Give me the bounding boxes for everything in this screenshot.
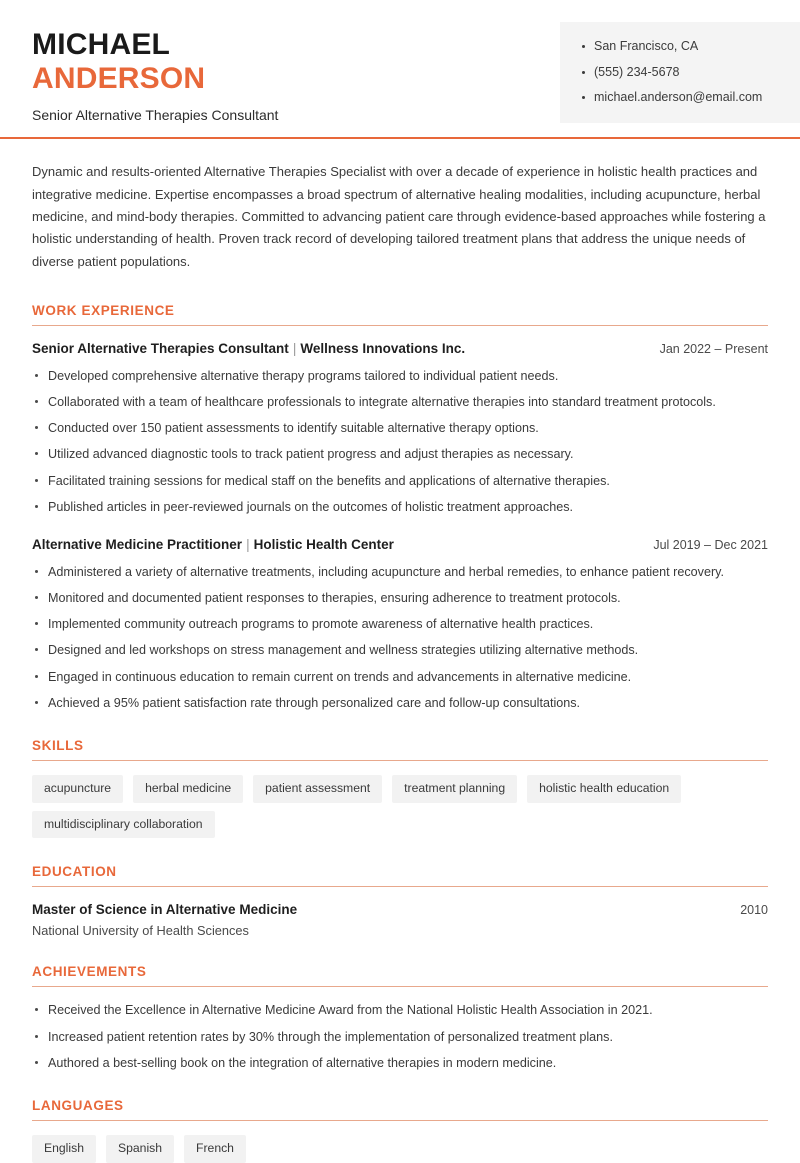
bullet-item: Increased patient retention rates by 30% through the implementation of personalized treatment plans. bbox=[32, 1028, 768, 1046]
skill-chip: acupuncture bbox=[32, 775, 123, 802]
section-title-skills: SKILLS bbox=[32, 738, 84, 754]
education-year: 2010 bbox=[740, 902, 768, 917]
name-first-line bbox=[32, 28, 278, 62]
header-divider bbox=[0, 137, 800, 139]
work-entry-title bbox=[32, 340, 465, 358]
section-divider bbox=[32, 325, 768, 326]
contact-phone-text: (555) 234-5678 bbox=[594, 64, 680, 79]
languages-chip-list bbox=[32, 1135, 768, 1162]
language-chip: French bbox=[184, 1135, 246, 1162]
work-entry-role: Alternative Medicine Practitioner bbox=[32, 537, 243, 553]
identity-block bbox=[32, 22, 278, 123]
resume-body bbox=[0, 161, 800, 1162]
bullet-item: Implemented community outreach programs to promote awareness of alternative health practices. bbox=[32, 615, 768, 633]
section-skills bbox=[32, 738, 768, 838]
work-entry-bullets bbox=[32, 563, 768, 713]
contact-location-text: San Francisco, CA bbox=[594, 39, 699, 53]
work-entry-date: Jul 2019 – Dec 2021 bbox=[653, 538, 768, 553]
work-entry-title bbox=[32, 536, 394, 554]
bullet-item: Facilitated training sessions for medical staff on the benefits and applications of alternative therapies. bbox=[32, 472, 768, 490]
section-divider bbox=[32, 886, 768, 887]
bullet-item: Engaged in continuous education to remain current on trends and advancements in alternative medicine. bbox=[32, 668, 768, 686]
contact-phone[interactable] bbox=[582, 60, 790, 86]
section-divider bbox=[32, 760, 768, 761]
language-chip: English bbox=[32, 1135, 96, 1162]
language-chip: Spanish bbox=[106, 1135, 174, 1162]
bullet-item: Authored a best-selling book on the integration of alternative therapies in modern medicine. bbox=[32, 1054, 768, 1072]
work-entry-company: Holistic Health Center bbox=[253, 537, 394, 553]
education-entry bbox=[32, 901, 768, 939]
bullet-item: Received the Excellence in Alternative Medicine Award from the National Holistic Health Association in 2021. bbox=[32, 1001, 768, 1019]
section-title-achievements: ACHIEVEMENTS bbox=[32, 964, 147, 980]
section-divider bbox=[32, 1120, 768, 1121]
work-entry-role: Senior Alternative Therapies Consultant bbox=[32, 340, 289, 356]
bullet-item: Conducted over 150 patient assessments to identify suitable alternative therapy options. bbox=[32, 419, 768, 437]
skills-chip-list bbox=[32, 775, 768, 838]
section-achievements bbox=[32, 964, 768, 1072]
bullet-item: Administered a variety of alternative treatments, including acupuncture and herbal remedies, to enhance patient recovery. bbox=[32, 563, 768, 581]
name-second-line bbox=[32, 62, 278, 96]
contact-location bbox=[582, 34, 790, 60]
first-name: MICHAEL bbox=[32, 28, 171, 61]
resume-header bbox=[0, 0, 800, 137]
skill-chip: herbal medicine bbox=[133, 775, 243, 802]
bullet-item: Published articles in peer-reviewed journals on the outcomes of holistic treatment approaches. bbox=[32, 498, 768, 516]
bullet-item: Achieved a 95% patient satisfaction rate through personalized care and follow-up consultations. bbox=[32, 694, 768, 712]
work-entry-separator: | bbox=[292, 340, 297, 356]
work-entry-date: Jan 2022 – Present bbox=[659, 341, 768, 356]
section-title-education: EDUCATION bbox=[32, 863, 117, 879]
education-institution: National University of Health Sciences bbox=[32, 923, 249, 939]
work-entry-bullets bbox=[32, 367, 768, 517]
skill-chip: holistic health education bbox=[527, 775, 681, 802]
section-title-languages: LANGUAGES bbox=[32, 1098, 124, 1114]
skill-chip: treatment planning bbox=[392, 775, 517, 802]
contact-email[interactable] bbox=[582, 85, 790, 111]
bullet-item: Designed and led workshops on stress management and wellness strategies utilizing alternative methods. bbox=[32, 641, 768, 659]
section-divider bbox=[32, 986, 768, 987]
contact-info-box bbox=[560, 22, 800, 123]
professional-headline: Senior Alternative Therapies Consultant bbox=[32, 107, 279, 124]
bullet-item: Monitored and documented patient responses to therapies, ensuring adherence to treatment protocols. bbox=[32, 589, 768, 607]
section-education bbox=[32, 864, 768, 939]
work-entry-separator: | bbox=[246, 537, 250, 553]
bullet-item: Collaborated with a team of healthcare professionals to integrate alternative therapies into standard treatment protocols. bbox=[32, 393, 768, 411]
section-work-experience bbox=[32, 303, 768, 712]
section-title-work-experience: WORK EXPERIENCE bbox=[32, 302, 175, 318]
contact-email-text: michael.anderson@email.com bbox=[594, 90, 763, 105]
work-entry bbox=[32, 536, 768, 712]
work-entry-company: Wellness Innovations Inc. bbox=[300, 340, 466, 356]
professional-summary: Dynamic and results-oriented Alternative Therapies Specialist with over a decade of experience in holistic health practices and integrative medicine. Expertise encompasses a broad spectrum of alternative healing modalities, including acupuncture, herbal medicine, and mind-body therapies. Committed to advancing patient care through evidence-based approaches while fostering a holistic understanding of health. Proven track record of developing tailored treatment plans that address the unique needs of diverse patient populations. bbox=[32, 164, 766, 269]
bullet-item: Utilized advanced diagnostic tools to track patient progress and adjust therapies as necessary. bbox=[32, 445, 768, 463]
work-entry bbox=[32, 340, 768, 516]
achievements-list bbox=[32, 1001, 768, 1072]
bullet-item: Developed comprehensive alternative therapy programs tailored to individual patient needs. bbox=[32, 367, 768, 385]
last-name: ANDERSON bbox=[32, 61, 206, 95]
skill-chip: multidisciplinary collaboration bbox=[32, 811, 215, 838]
section-languages bbox=[32, 1098, 768, 1162]
skill-chip: patient assessment bbox=[253, 775, 382, 802]
education-degree: Master of Science in Alternative Medicine bbox=[32, 901, 298, 917]
